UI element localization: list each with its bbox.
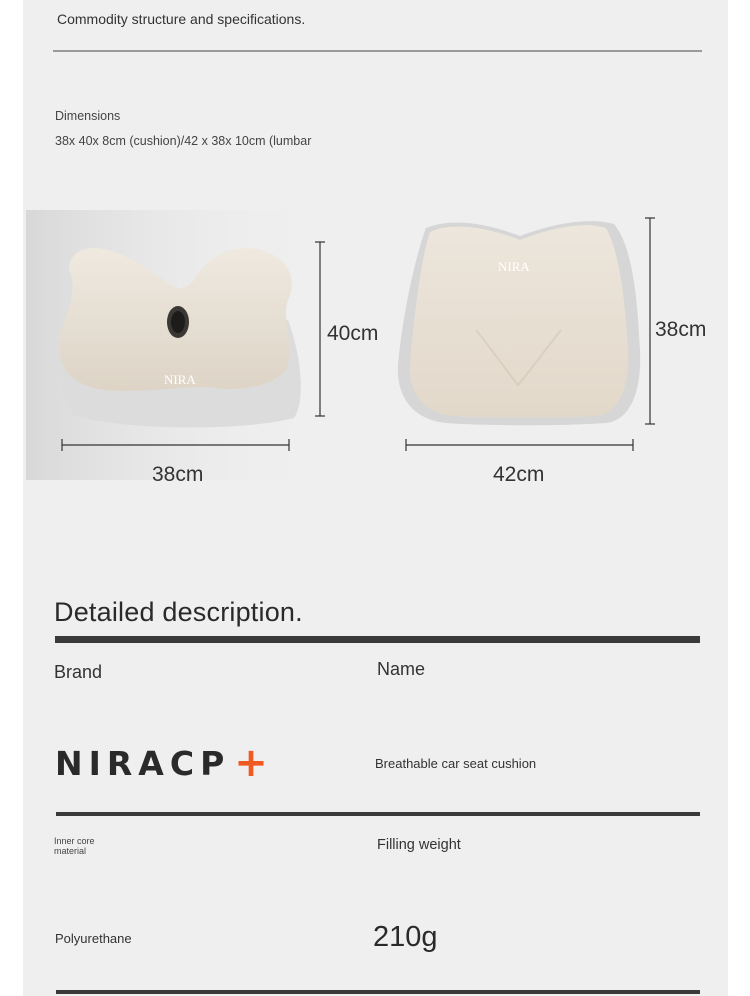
divider <box>53 50 702 52</box>
dimensions-label: Dimensions <box>55 109 121 123</box>
inner-core-value: Polyurethane <box>55 931 132 946</box>
lumbar-logo: NIRA <box>498 259 530 274</box>
name-label: Name <box>377 659 426 679</box>
plus-icon: + <box>234 740 268 786</box>
section-subtitle: Commodity structure and specifications. <box>57 11 306 27</box>
filling-weight-value: 210g <box>373 921 438 953</box>
details-heading: Detailed description. <box>54 597 303 627</box>
inner-core-label-line1: Inner core <box>54 836 95 846</box>
brand-label: Brand <box>54 662 103 682</box>
brand-logo-text: NIRACP <box>55 743 231 783</box>
lumbar-pillow-image <box>398 221 640 425</box>
bottom-divider <box>56 990 700 994</box>
inner-core-label-line2: material <box>54 846 87 856</box>
lumbar-width-label: 42cm <box>493 463 545 486</box>
lumbar-height-label: 38cm <box>655 318 707 341</box>
cushion-logo: NIRA <box>164 372 196 387</box>
cushion-width-label: 38cm <box>152 463 204 486</box>
filling-weight-label: Filling weight <box>377 837 461 853</box>
name-value: Breathable car seat cushion <box>375 756 537 771</box>
dimensions-value: 38x 40x 8cm (cushion)/42 x 38x 10cm (lumbar <box>55 134 312 148</box>
brand-logo <box>55 741 268 785</box>
cushion-height-label: 40cm <box>327 322 379 345</box>
row-divider <box>56 812 700 816</box>
inner-core-label <box>54 836 95 856</box>
heading-rule <box>55 636 700 643</box>
